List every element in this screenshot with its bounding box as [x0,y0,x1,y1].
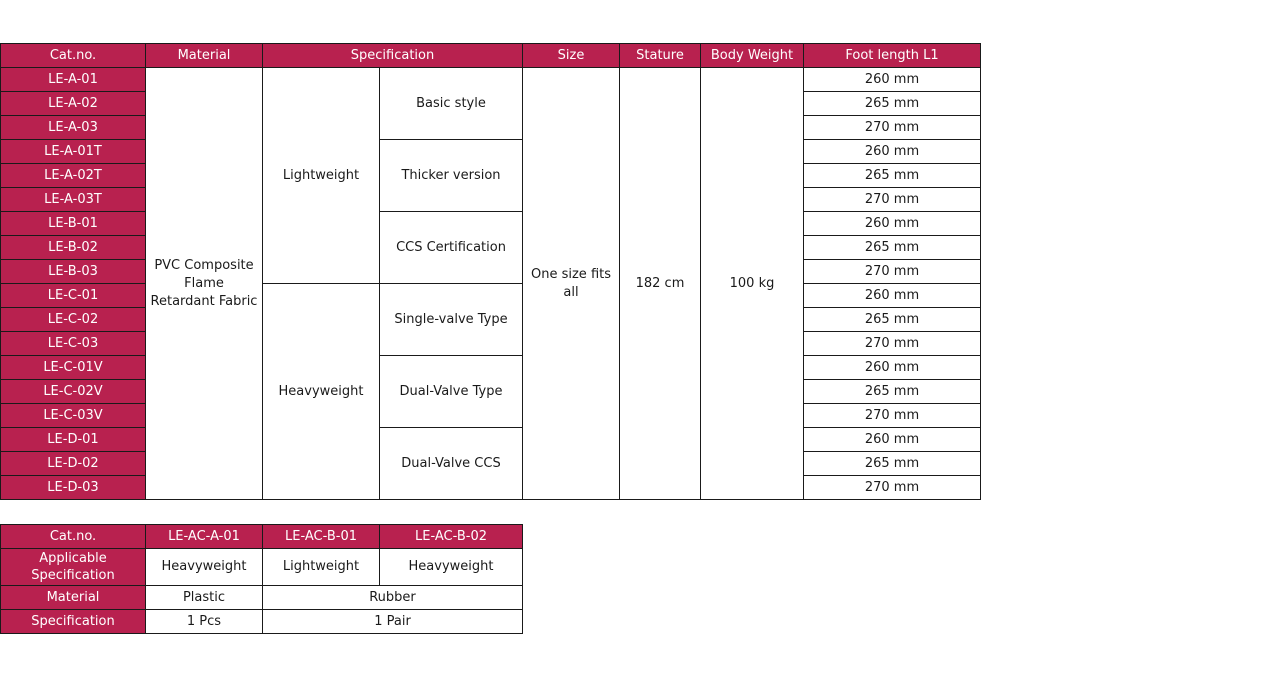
cat-no-cell: LE-C-01V [1,356,146,380]
foot-length-cell: 260 mm [804,428,981,452]
foot-length-cell: 265 mm [804,92,981,116]
cat-no-cell: LE-C-01 [1,284,146,308]
header-row [1,44,981,68]
accessory-material-row [1,586,523,610]
foot-length-cell: 270 mm [804,188,981,212]
cat-no-cell: LE-A-01T [1,140,146,164]
spec-pcs-cell: 1 Pcs [146,610,263,634]
accessory-cat-cell: LE-AC-A-01 [146,525,263,549]
cat-no-cell: LE-D-02 [1,452,146,476]
variant-cell: Dual-Valve CCS [380,428,523,500]
stature-cell: 182 cm [620,68,701,500]
applicable-cell: Lightweight [263,549,380,586]
material-plastic-cell: Plastic [146,586,263,610]
weight-class-cell: Heavyweight [263,284,380,500]
variant-cell: CCS Certification [380,212,523,284]
material-rubber-cell: Rubber [263,586,523,610]
foot-length-cell: 265 mm [804,236,981,260]
row-header-specification: Specification [1,610,146,634]
cat-no-cell: LE-A-03 [1,116,146,140]
accessory-cat-row [1,525,523,549]
body-weight-cell: 100 kg [701,68,804,500]
foot-length-cell: 265 mm [804,380,981,404]
accessory-spec-row [1,610,523,634]
cat-no-cell: LE-D-01 [1,428,146,452]
foot-length-cell: 260 mm [804,356,981,380]
size-cell: One size fits all [523,68,620,500]
row-header-cat-no: Cat.no. [1,525,146,549]
foot-length-cell: 270 mm [804,476,981,500]
accessory-applicable-row [1,549,523,586]
foot-length-cell: 270 mm [804,332,981,356]
cat-no-cell: LE-C-03V [1,404,146,428]
row-header-applicable-spec: Applicable Specification [1,549,146,586]
foot-length-cell: 270 mm [804,260,981,284]
spec-pair-cell: 1 Pair [263,610,523,634]
foot-length-cell: 260 mm [804,68,981,92]
foot-length-cell: 270 mm [804,116,981,140]
cat-no-cell: LE-D-03 [1,476,146,500]
foot-length-cell: 265 mm [804,452,981,476]
variant-cell: Single-valve Type [380,284,523,356]
header-material: Material [146,44,263,68]
cat-no-cell: LE-B-02 [1,236,146,260]
foot-length-cell: 270 mm [804,404,981,428]
foot-length-cell: 260 mm [804,140,981,164]
header-body-weight: Body Weight [701,44,804,68]
header-cat-no: Cat.no. [1,44,146,68]
cat-no-cell: LE-A-02T [1,164,146,188]
header-foot-length: Foot length L1 [804,44,981,68]
header-stature: Stature [620,44,701,68]
cat-no-cell: LE-C-02V [1,380,146,404]
product-spec-table [0,43,981,500]
cat-no-cell: LE-C-02 [1,308,146,332]
accessory-cat-cell: LE-AC-B-01 [263,525,380,549]
cat-no-cell: LE-B-03 [1,260,146,284]
variant-cell: Basic style [380,68,523,140]
foot-length-cell: 265 mm [804,308,981,332]
cat-no-cell: LE-B-01 [1,212,146,236]
header-size: Size [523,44,620,68]
variant-cell: Dual-Valve Type [380,356,523,428]
cat-no-cell: LE-A-02 [1,92,146,116]
header-specification: Specification [263,44,523,68]
weight-class-cell: Lightweight [263,68,380,284]
cat-no-cell: LE-A-01 [1,68,146,92]
applicable-cell: Heavyweight [146,549,263,586]
foot-length-cell: 260 mm [804,284,981,308]
accessory-cat-cell: LE-AC-B-02 [380,525,523,549]
accessory-table [0,524,523,634]
material-cell: PVC Composite Flame Retardant Fabric [146,68,263,500]
variant-cell: Thicker version [380,140,523,212]
table-row [1,68,981,92]
foot-length-cell: 265 mm [804,164,981,188]
row-header-material: Material [1,586,146,610]
applicable-cell: Heavyweight [380,549,523,586]
foot-length-cell: 260 mm [804,212,981,236]
cat-no-cell: LE-A-03T [1,188,146,212]
cat-no-cell: LE-C-03 [1,332,146,356]
